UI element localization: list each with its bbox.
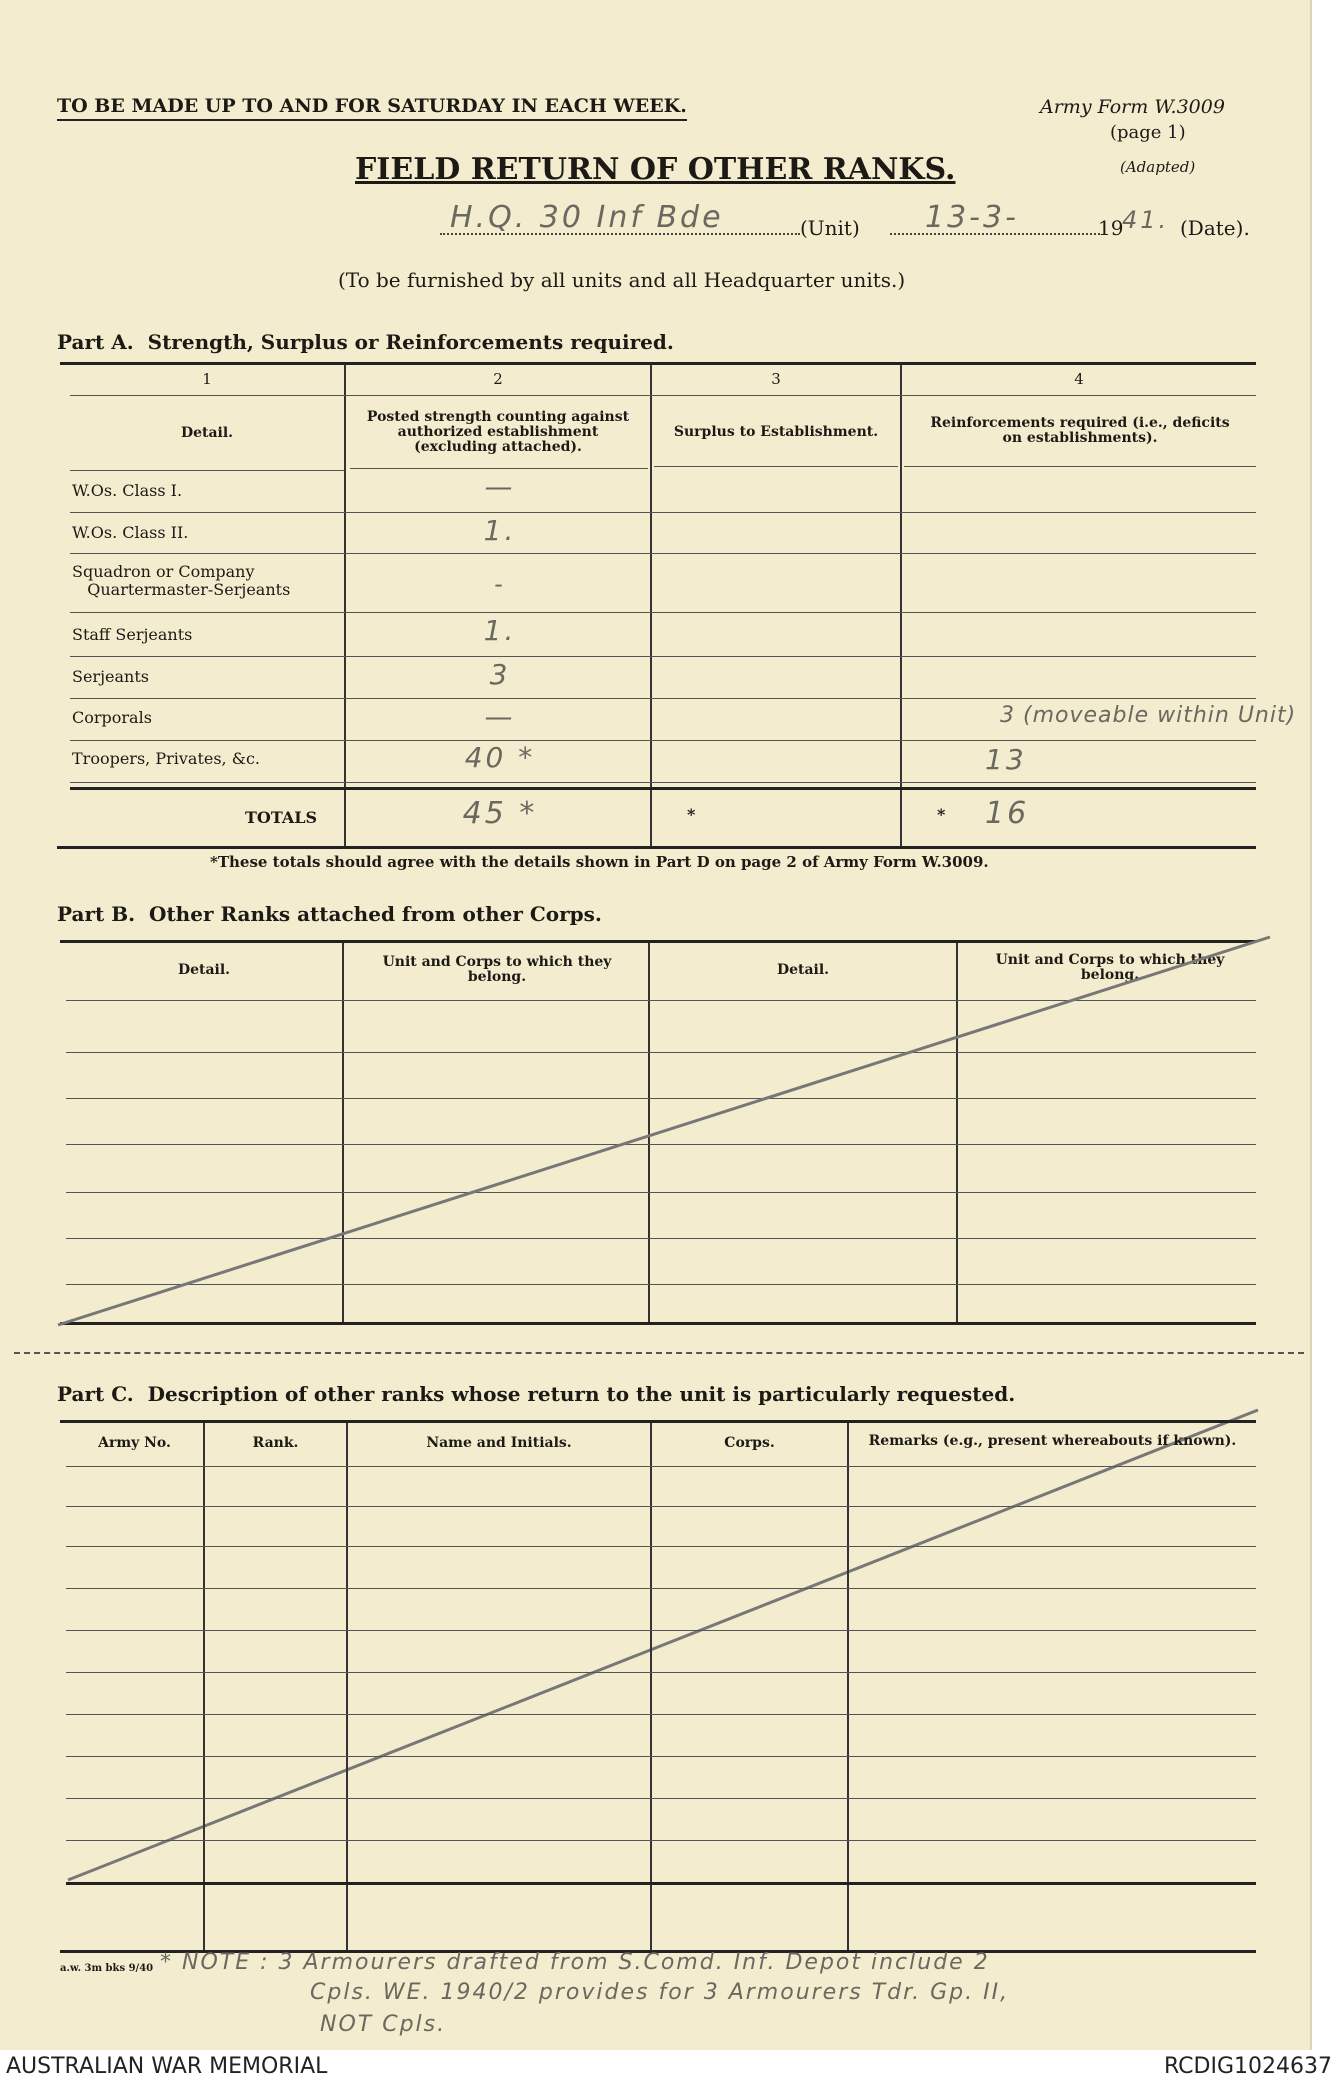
row-reinforcements: 13: [985, 743, 1027, 776]
year-prefix: 19: [1098, 216, 1124, 240]
part-c-col-header: Rank.: [252, 1435, 299, 1451]
row-posted: 40 *: [464, 741, 536, 774]
col-number: 1: [202, 370, 212, 388]
totals-posted: 45 *: [462, 796, 538, 831]
row-posted: 3: [489, 658, 511, 691]
perforation-line: [14, 1352, 1304, 1354]
col-header-surplus: Surplus to Establishment.: [673, 424, 879, 440]
row-rule: [66, 1506, 1256, 1507]
row-rule: [66, 1798, 1256, 1799]
handwritten-note-line: NOT Cpls.: [320, 2012, 447, 2037]
col-header-reinforcements: Reinforcements required (i.e., deficits on establishments).: [930, 415, 1230, 446]
page-number: (page 1): [1110, 122, 1186, 143]
row-detail: Troopers, Privates, &c.: [72, 749, 261, 768]
row-detail: W.Os. Class I.: [72, 481, 183, 500]
row-detail: Staff Serjeants: [72, 625, 193, 644]
part-c-col-divider: [847, 1423, 849, 1950]
totals-reinforcements-mark: *: [937, 805, 946, 824]
row-detail: Squadron or Company Quartermaster-Serjeants: [72, 562, 291, 599]
col-number: 2: [493, 370, 503, 388]
row-posted: 1.: [483, 514, 517, 547]
row-rule: [66, 1672, 1256, 1673]
part-c-col-header: Remarks (e.g., present whereabouts if known).: [868, 1433, 1237, 1449]
row-posted: —: [484, 470, 516, 503]
unit-value: H.Q. 30 Inf Bde: [450, 200, 724, 235]
part-a-heading: Part A. Strength, Surplus or Reinforcements required.: [57, 330, 674, 354]
row-detail: W.Os. Class II.: [72, 523, 189, 542]
row-rule: [66, 1588, 1256, 1589]
part-b-strike-line: [58, 937, 1270, 1325]
part-c-col-divider: [203, 1423, 205, 1950]
form-title: FIELD RETURN OF OTHER RANKS.: [355, 152, 956, 187]
furnished-note: (To be furnished by all units and all Headquarter units.): [338, 268, 906, 292]
date-value: 13-3-: [925, 200, 1019, 235]
row-posted: -: [494, 570, 506, 598]
part-c-col-divider: [346, 1423, 348, 1950]
part-a-footnote: *These totals should agree with the details shown in Part D on page 2 of Army Form W.3009.: [210, 853, 989, 871]
part-b-heading: Part B. Other Ranks attached from other Corps.: [57, 902, 602, 926]
row-detail: Corporals: [72, 708, 152, 727]
part-c-heading: Part C. Description of other ranks whose return to the unit is particularly requested.: [57, 1382, 1016, 1406]
adapted-label: (Adapted): [1120, 158, 1196, 176]
instruction-line: TO BE MADE UP TO AND FOR SATURDAY IN EACH WEEK.: [57, 95, 687, 121]
totals-reinforcements: 16: [985, 796, 1030, 831]
date-label: (Date).: [1180, 216, 1250, 240]
unit-label: (Unit): [800, 216, 860, 240]
part-b-col-header: Detail.: [177, 962, 231, 978]
col-number: 3: [771, 370, 781, 388]
row-posted: 1.: [483, 614, 517, 647]
footer-left: AUSTRALIAN WAR MEMORIAL: [6, 2054, 328, 2079]
row-detail: Serjeants: [72, 667, 149, 686]
footer-right: RCDIG1024637: [1163, 2054, 1332, 2079]
part-b-col-header: Detail.: [776, 962, 830, 978]
form-number: Army Form W.3009: [1040, 96, 1225, 118]
row-rule: [66, 1714, 1256, 1715]
part-b-col-header: Unit and Corps to which they belong.: [382, 954, 612, 985]
part-c-strike-line: [68, 1410, 1258, 1880]
row-rule: [66, 1630, 1256, 1631]
part-c-col-header: Army No.: [98, 1435, 171, 1451]
part-c-col-divider: [650, 1423, 652, 1950]
row-rule: [66, 1840, 1256, 1841]
col-number: 4: [1074, 370, 1084, 388]
handwritten-note-line: Cpls. WE. 1940/2 provides for 3 Armourers Tdr. Gp. II,: [310, 1980, 1010, 2005]
row-rule: [66, 1466, 1256, 1467]
totals-surplus-mark: *: [687, 805, 696, 824]
handwritten-note-line: * NOTE : 3 Armourers drafted from S.Comd. Inf. Depot include 2: [160, 1950, 990, 1975]
col-header-detail: Detail.: [180, 425, 234, 441]
part-c-total-rule: [66, 1882, 1256, 1885]
part-b-col-header: Unit and Corps to which they belong.: [995, 952, 1225, 983]
part-c-top-rule: [60, 1420, 1256, 1423]
row-posted: —: [484, 700, 516, 733]
print-code: a.w. 3m bks 9/40: [60, 1963, 154, 1974]
col-header-posted: Posted strength counting against authorized establishment (excluding attached).: [366, 409, 630, 455]
part-c-col-header: Corps.: [724, 1435, 775, 1451]
part-c-col-header: Name and Initials.: [426, 1435, 572, 1451]
archive-footer: [0, 2050, 1338, 2082]
row-reinforcements: 3 (moveable within Unit): [1000, 703, 1297, 728]
year-value: 41.: [1122, 206, 1170, 234]
row-rule: [66, 1756, 1256, 1757]
totals-label: TOTALS: [245, 808, 318, 827]
row-rule: [66, 1546, 1256, 1547]
